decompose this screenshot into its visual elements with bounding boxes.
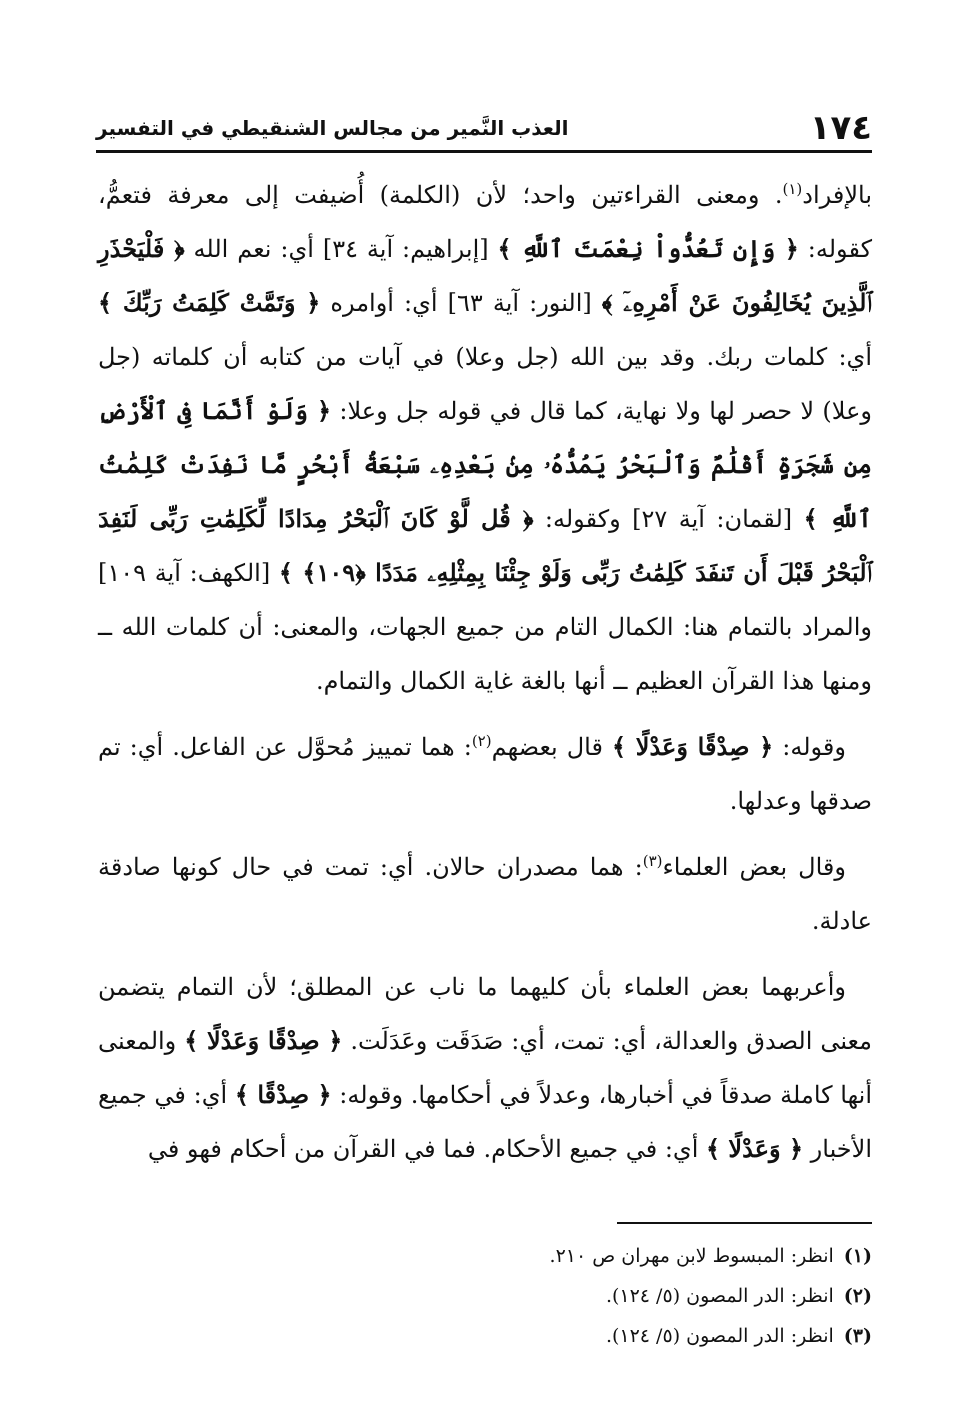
- paragraph-2: وقوله: ﴿ صِدْقًا وَعَدْلًا ﴾ قال بعضهم$^{(٢)}$: هما تمييز مُحوَّل عن الفاعل. أي: تم صدقها وعدلها.: [98, 732, 872, 815]
- page-header: [96, 100, 872, 148]
- quran-verse: ﴿ فَلْيَحْذَرِ ٱلَّذِينَ يُخَالِفُونَ عَنْ أَمْرِهِۦٓ ﴾: [98, 234, 872, 317]
- page-number: ١٧٤: [809, 108, 872, 148]
- quran-verse: ﴿ وَلَوْ أَنَّمَا فِى ٱلْأَرْضِ مِن شَجَرَةٍ أَقْلَٰمٌ وَٱلْبَحْرُ يَمُدُّهُۥ مِنۢ بَعْدِهِۦ سَبْعَةُ أَبْحُرٍ مَّا نَفِدَتْ كَلِمَٰتُ ٱللَّهِ ﴾: [98, 396, 872, 533]
- footnote-3: (٣)انظر: الدر المصون (٥/ ١٢٤).: [605, 1325, 872, 1347]
- paragraph-4: وأعربهما بعض العلماء بأن كليهما ما ناب عن المطلق؛ لأن التمام يتضمن معنى الصدق والعدالة، أي: تمت، أي: صَدَقَت وعَدَلَت. ﴿ صِدْقًا وَعَدْلًا ﴾ والمعنى أنها كاملة صدقاً في أخبارها، وعدلاً في أحكامها. وقوله: ﴿ صِدْقًا ﴾ أي: في جميع الأخبار ﴿ وَعَدْلًا ﴾ أي: في جميع الأحكام. فما في القرآن من أحكام فهو في: [98, 973, 872, 1163]
- quran-verse: ﴿ وَإِن تَعُدُّواْ نِعْمَتَ ٱللَّهِ ﴾: [497, 234, 799, 263]
- footnote-1: (١)انظر: المبسوط لابن مهران ص ٢١٠.: [549, 1245, 872, 1267]
- quran-verse: ﴿ وَعَدْلًا ﴾: [706, 1134, 804, 1163]
- footnote-divider: [617, 1222, 872, 1224]
- paragraph-1: بالإفراد$^{(١)}$. ومعنى القراءتين واحد؛ لأن (الكلمة) أُضيفت إلى معرفة فتعمُّ، كقوله: ﴿ وَإِن تَعُدُّواْ نِعْمَتَ ٱللَّهِ ﴾ [إبراهيم: آية ٣٤] أي: نعم الله ﴿ فَلْيَحْذَرِ ٱلَّذِينَ يُخَالِفُونَ عَنْ أَمْرِهِۦٓ ﴾ [النور: آية ٦٣] أي: أوامره ﴿ وَتَمَّتْ كَلِمَتُ رَبِّكَ ﴾ أي: كلمات ربك. وقد بين الله (جل وعلا) في آيات من كتابه أن كلماته (جل وعلا) لا حصر لها ولا نهاية، كما قال في قوله جل وعلا: ﴿ وَلَوْ أَنَّمَا فِى ٱلْأَرْضِ مِن شَجَرَةٍ أَقْلَٰمٌ وَٱلْبَحْرُ يَمُدُّهُۥ مِنۢ بَعْدِهِۦ سَبْعَةُ أَبْحُرٍ مَّا نَفِدَتْ كَلِمَٰتُ ٱللَّهِ ﴾ [لقمان: آية ٢٧] وكقوله: ﴿ قُل لَّوْ كَانَ ٱلْبَحْرُ مِدَادًا لِّكَلِمَٰتِ رَبِّى لَنَفِدَ ٱلْبَحْرُ قَبْلَ أَن تَنفَدَ كَلِمَٰتُ رَبِّى وَلَوْ جِئْنَا بِمِثْلِهِۦ مَدَدًا ﴿١٠٩﴾ ﴾ [الكهف: آية ١٠٩] والمراد بالتمام هنا: الكمال التام من جميع الجهات، والمعنى: أن كلمات الله ــ ومنها هذا القرآن العظيم ــ أنها بالغة غاية الكمال والتمام.: [98, 180, 873, 695]
- footnotes: [98, 1236, 872, 1356]
- paragraph-3: وقال بعض العلماء$^{(٣)}$: هما مصدران حالان. أي: تمت في حال كونها صادقة عادلة.: [98, 852, 872, 935]
- main-text: [98, 168, 872, 1176]
- quran-verse: ﴿ صِدْقًا وَعَدْلًا ﴾: [184, 1026, 343, 1055]
- quran-verse: ﴿ قُل لَّوْ كَانَ ٱلْبَحْرُ مِدَادًا لِّكَلِمَٰتِ رَبِّى لَنَفِدَ ٱلْبَحْرُ قَبْلَ أَن تَنفَدَ كَلِمَٰتُ رَبِّى وَلَوْ جِئْنَا بِمِثْلِهِۦ مَدَدًا ﴿١٠٩﴾ ﴾: [98, 504, 873, 587]
- footnote-ref-3: (٣): [642, 852, 663, 870]
- running-title: العذب النَّمير من مجالس الشنقيطي في التفسير: [96, 116, 569, 140]
- footnote-2: (٢)انظر: الدر المصون (٥/ ١٢٤).: [605, 1285, 872, 1307]
- quran-verse: ﴿ صِدْقًا وَعَدْلًا ﴾: [611, 732, 774, 761]
- quran-verse: ﴿ وَتَمَّتْ كَلِمَتُ رَبِّكَ ﴾: [98, 288, 321, 317]
- quran-verse: ﴿ صِدْقًا ﴾: [234, 1080, 332, 1109]
- header-divider: [96, 150, 872, 153]
- footnote-ref-1: (١): [782, 180, 803, 198]
- footnote-ref-2: (٢): [471, 732, 492, 750]
